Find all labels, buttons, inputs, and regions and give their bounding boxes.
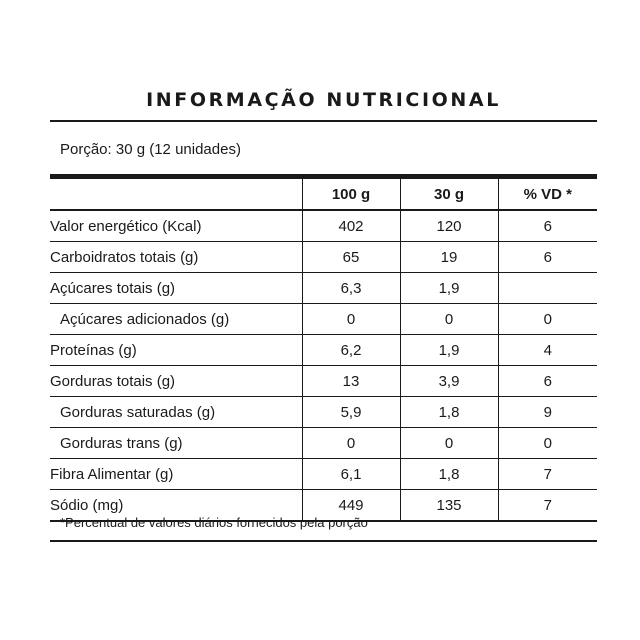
table-row [50,428,597,459]
value-vd: 6 [498,242,597,273]
table-row [50,397,597,428]
value-per-100g: 402 [302,210,400,242]
value-per-30g: 19 [400,242,498,273]
value-per-100g: 13 [302,366,400,397]
table-row [50,304,597,335]
nutrient-name: Valor energético (Kcal) [50,210,302,242]
value-per-100g: 449 [302,490,400,522]
nutrient-name: Gorduras trans (g) [50,428,302,459]
value-per-100g: 6,1 [302,459,400,490]
value-vd: 9 [498,397,597,428]
value-vd: 7 [498,459,597,490]
value-vd: 0 [498,428,597,459]
value-per-30g: 0 [400,304,498,335]
value-per-30g: 120 [400,210,498,242]
value-vd: 4 [498,335,597,366]
nutrition-facts-label [50,0,597,640]
value-vd: 6 [498,210,597,242]
value-per-30g: 1,9 [400,273,498,304]
value-per-100g: 6,2 [302,335,400,366]
table-row [50,242,597,273]
nutrient-name: Gorduras totais (g) [50,366,302,397]
header-vd: % VD * [498,179,597,210]
nutrition-table [50,179,597,522]
table-row [50,366,597,397]
header-nutrient [50,179,302,210]
header-per-30g: 30 g [400,179,498,210]
value-per-30g: 1,9 [400,335,498,366]
value-per-30g: 1,8 [400,459,498,490]
nutrient-name: Fibra Alimentar (g) [50,459,302,490]
value-per-100g: 6,3 [302,273,400,304]
bottom-divider [50,540,597,542]
value-vd [498,273,597,304]
value-vd: 6 [498,366,597,397]
nutrient-name: Proteínas (g) [50,335,302,366]
value-per-30g: 1,8 [400,397,498,428]
value-per-100g: 5,9 [302,397,400,428]
table-row [50,335,597,366]
table-row [50,459,597,490]
value-per-30g: 135 [400,490,498,522]
footnote: *Percentual de valores diários fornecidos pela porção [60,515,368,530]
nutrient-name: Gorduras saturadas (g) [50,397,302,428]
nutrient-name: Açúcares totais (g) [50,273,302,304]
nutrient-name: Sódio (mg) [50,490,302,522]
value-per-30g: 0 [400,428,498,459]
value-vd: 0 [498,304,597,335]
table-row [50,210,597,242]
portion-size: Porção: 30 g (12 unidades) [60,141,241,158]
value-per-100g: 65 [302,242,400,273]
value-per-30g: 3,9 [400,366,498,397]
top-divider [50,120,597,122]
nutrient-name: Açúcares adicionados (g) [50,304,302,335]
header-per-100g: 100 g [302,179,400,210]
table-row [50,273,597,304]
value-vd: 7 [498,490,597,522]
nutrient-name: Carboidratos totais (g) [50,242,302,273]
table-header-row [50,179,597,210]
value-per-100g: 0 [302,304,400,335]
label-title: INFORMAÇÃO NUTRICIONAL [146,89,501,111]
value-per-100g: 0 [302,428,400,459]
